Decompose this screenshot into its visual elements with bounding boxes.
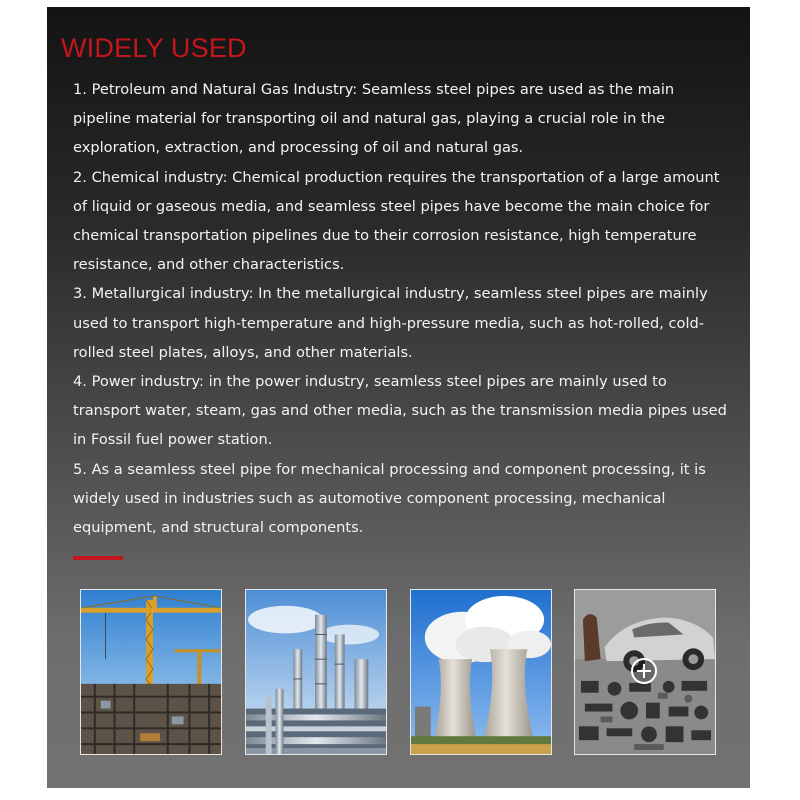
uses-list	[73, 75, 735, 542]
use-item-metallurgical: 3. Metallurgical industry: In the metallurgical industry, seamless steel pipes are mainly used to transport high-temperature and high-pressure media, such as hot-rolled, cold-rolled steel plates, alloys, and other materials.	[73, 285, 708, 361]
use-item-power: 4. Power industry: in the power industry, seamless steel pipes are mainly used to transport water, steam, gas and other media, such as the transmission media pipes used in Fossil fuel power station.	[73, 373, 727, 449]
gallery-thumb-automotive[interactable]	[574, 589, 716, 755]
use-item-chemical: 2. Chemical industry: Chemical production requires the transportation of a large amount of liquid or gaseous media, and seamless steel pipes have become the main choice for chemical transportation pipelines due to their corrosion resistance, high temperature resistance, and other characteristics.	[73, 168, 720, 274]
section-title: WIDELY USED	[61, 33, 247, 63]
power-station-cooling-towers-photo	[411, 590, 551, 754]
use-item-mechanical: 5. As a seamless steel pipe for mechanical processing and component processing, it is widely used in industries such as automotive component processing, mechanical equipment, and structural components.	[73, 460, 706, 537]
accent-divider	[73, 556, 123, 560]
refinery-pipeline-photo	[246, 590, 386, 754]
construction-crane-photo	[81, 590, 221, 754]
widely-used-panel	[47, 7, 750, 788]
zoom-plus-icon[interactable]	[630, 657, 658, 685]
gallery-thumb-power-station[interactable]	[410, 589, 552, 755]
use-item-petroleum: 1. Petroleum and Natural Gas Industry: Seamless steel pipes are used as the main pipeline material for transporting oil and natural gas, playing a crucial role in the exploration, extraction, and processing of oil and natural gas.	[73, 81, 675, 157]
gallery-thumb-refinery[interactable]	[245, 589, 387, 755]
gallery-thumb-construction[interactable]	[80, 589, 222, 755]
